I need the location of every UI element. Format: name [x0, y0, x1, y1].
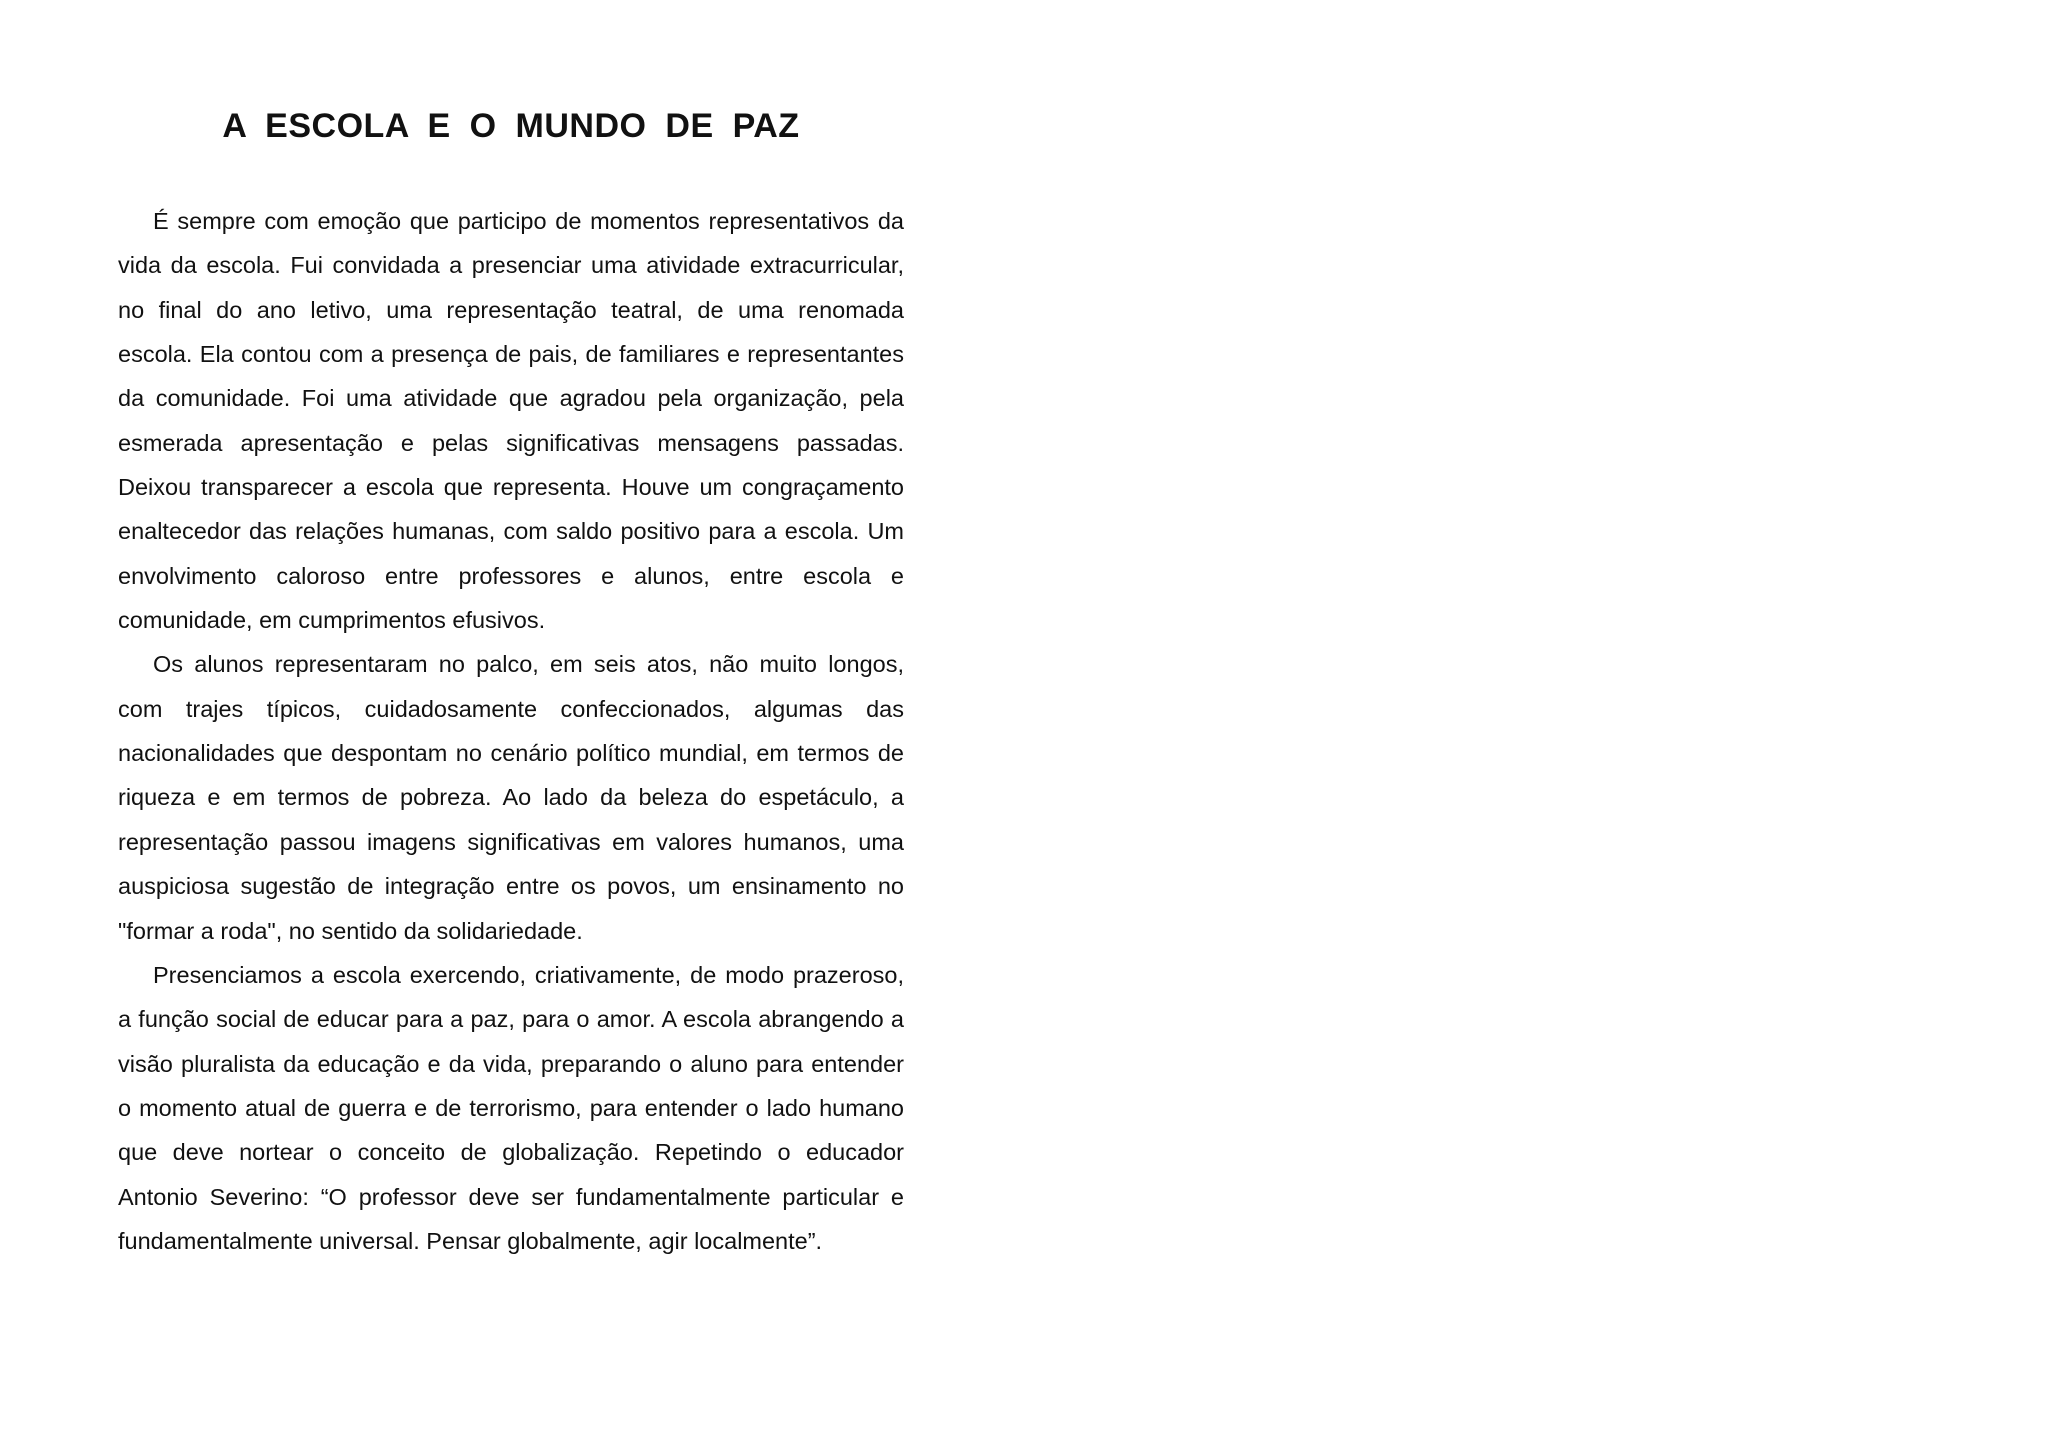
paragraph-3: Presenciamos a escola exercendo, criativamente, de modo prazeroso, a função social de educar para a paz, para o amor. A escola abrangendo a visão pluralista da educação e da vida, preparando o aluno para entender o momento atual de guerra e de terrorismo, para entender o lado humano que deve nortear o conceito de globalização. Repetindo o educador Antonio Severino: “O professor deve ser fundamentalmente particular e fundamentalmente universal. Pensar globalmente, agir localmente”. — [118, 961, 904, 1254]
document-body — [118, 199, 904, 1263]
paragraph-1: É sempre com emoção que participo de momentos representativos da vida da escola. Fui convidada a presenciar uma atividade extracurricular, no final do ano letivo, uma representação teatral, de uma renomada escola. Ela contou com a presença de pais, de familiares e representantes da comunidade. Foi uma atividade que agradou pela organização, pela esmerada apresentação e pelas significativas mensagens passadas. Deixou transparecer a escola que representa. Houve um congraçamento enaltecedor das relações humanas, com saldo positivo para a escola. Um envolvimento caloroso entre professores e alunos, entre escola e comunidade, em cumprimentos efusivos. — [118, 208, 904, 634]
document-title: A ESCOLA E O MUNDO DE PAZ — [222, 107, 800, 145]
paragraph-2: Os alunos representaram no palco, em seis atos, não muito longos, com trajes típicos, cuidadosamente confeccionados, algumas das nacionalidades que despontam no cenário político mundial, em termos de riqueza e em termos de pobreza. Ao lado da beleza do espetáculo, a representação passou imagens significativas em valores humanos, uma auspiciosa sugestão de integração entre os povos, um ensinamento no "formar a roda", no sentido da solidariedade. — [118, 651, 904, 944]
